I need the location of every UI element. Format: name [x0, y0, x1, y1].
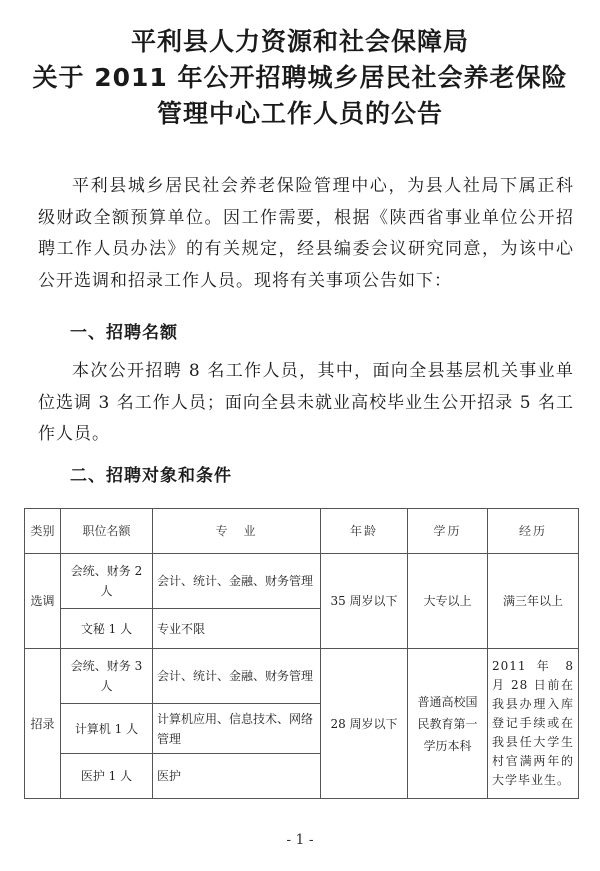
- experience-cell: 满三年以上: [488, 554, 579, 649]
- category-cell: 选调: [25, 554, 61, 649]
- position-cell: 医护 1 人: [61, 754, 153, 799]
- section-heading-quota: 一、招聘名额: [70, 323, 178, 343]
- header-category: 类别: [25, 509, 61, 554]
- experience-cell: 2011 年 8 月 28 日前在我县办理入库登记手续或在我县任大学生村官满两年的大学毕业生。: [488, 649, 579, 799]
- notice-title-line-3: 管理中心工作人员的公告: [156, 99, 443, 128]
- header-position: 职位名额: [61, 509, 153, 554]
- notice-title-line-1: 平利县人力资源和社会保障局: [130, 27, 469, 56]
- major-cell: 计算机应用、信息技术、网络管理: [153, 704, 321, 754]
- major-cell: 会计、统计、金融、财务管理: [153, 554, 321, 609]
- position-cell: 文秘 1 人: [61, 609, 153, 649]
- major-cell: 专业不限: [153, 609, 321, 649]
- page-number: - 1 -: [286, 832, 314, 848]
- header-major: 专 业: [153, 509, 321, 554]
- position-cell: 计算机 1 人: [61, 704, 153, 754]
- header-education: 学历: [408, 509, 488, 554]
- table-row: [25, 554, 579, 609]
- category-cell: 招录: [25, 649, 61, 799]
- table-row: [25, 649, 579, 704]
- recruitment-table: [24, 508, 579, 799]
- position-cell: 会统、财务 2 人: [61, 554, 153, 609]
- intro-paragraph: 平利县城乡居民社会养老保险管理中心，为县人社局下属正科级财政全额预算单位。因工作需要，根据《陕西省事业单位公开招聘工作人员办法》的有关规定，经县编委会议研究同意，为该中心公开选调和招录工作人员。现将有关事项公告如下：: [38, 176, 574, 291]
- table-header-row: [25, 509, 579, 554]
- header-experience: 经历: [488, 509, 579, 554]
- notice-title-line-2: 关于 2011 年公开招聘城乡居民社会养老保险: [32, 63, 568, 92]
- header-age: 年龄: [321, 509, 408, 554]
- major-cell: 会计、统计、金融、财务管理: [153, 649, 321, 704]
- section-heading-requirements: 二、招聘对象和条件: [70, 466, 232, 486]
- education-cell: 大专以上: [408, 554, 488, 649]
- quota-paragraph: 本次公开招聘 8 名工作人员，其中，面向全县基层机关事业单位选调 3 名工作人员；面向全县未就业高校毕业生公开招录 5 名工作人员。: [38, 361, 574, 444]
- education-cell: 普通高校国民教育第一学历本科: [408, 649, 488, 799]
- age-cell: 28 周岁以下: [321, 649, 408, 799]
- age-cell: 35 周岁以下: [321, 554, 408, 649]
- position-cell: 会统、财务 3 人: [61, 649, 153, 704]
- major-cell: 医护: [153, 754, 321, 799]
